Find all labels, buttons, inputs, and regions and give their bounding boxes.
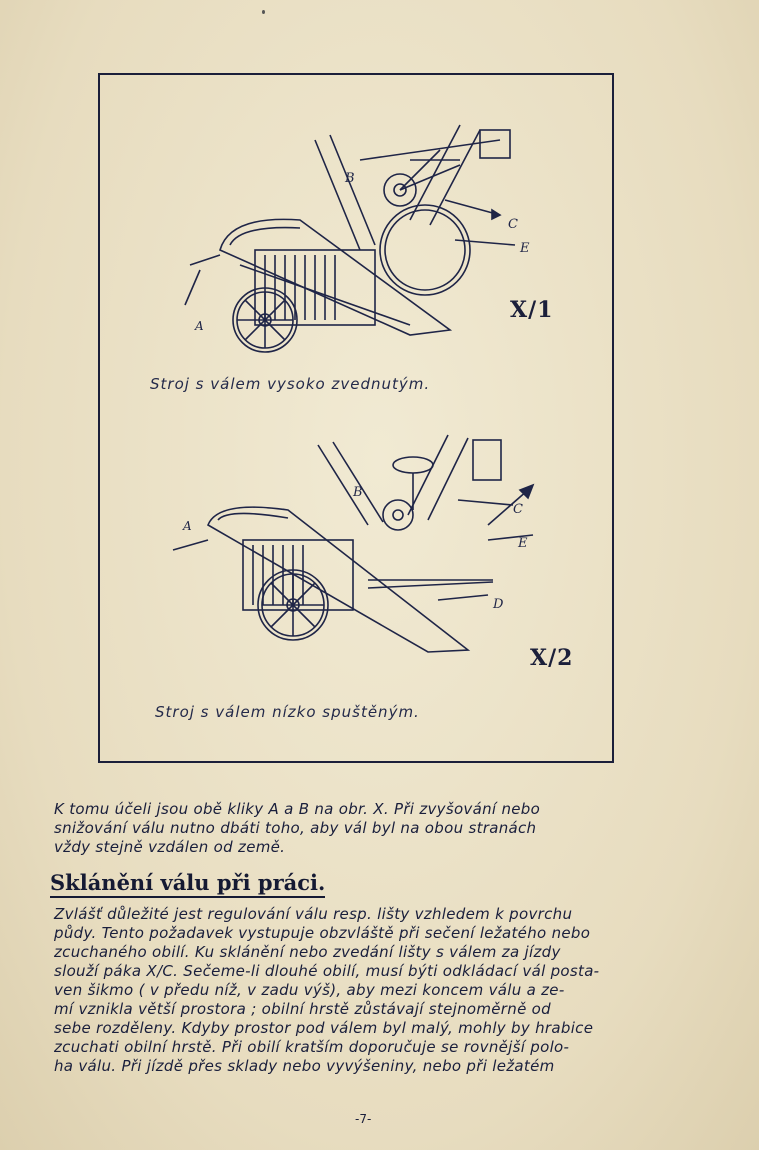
figure-1-illustration (160, 120, 560, 360)
text-line: ha válu. Při jízdě přes sklady nebo vyvýšeniny, nebo při ležatém (54, 1057, 555, 1075)
text-line: vždy stejně vzdálen od země. (54, 838, 286, 856)
figure-1-label: X/1 (510, 297, 554, 323)
print-speck (262, 10, 265, 14)
text-line: Zvlášť důležité jest regulování válu resp. lišty vzhledem k povrchu (54, 905, 573, 923)
section-heading: Sklánění válu při práci. (50, 870, 325, 898)
figure-1-caption: Stroj s válem vysoko zvednutým. (150, 375, 431, 393)
figure-2-caption: Stroj s válem nízko spuštěným. (155, 703, 420, 721)
part-label-a: A (195, 319, 204, 333)
text-line: mí vznikla větší prostora ; obilní hrstě zůstávají stejnoměrně od (54, 1000, 551, 1018)
part-label-b: B (353, 485, 363, 500)
text-line: K tomu účeli jsou obě kliky A a B na obr. X. Při zvyšování nebo (54, 800, 541, 818)
part-label-a: A (183, 519, 192, 533)
text-line: půdy. Tento požadavek vystupuje obzvláště při sečení ležatého nebo (54, 924, 591, 942)
body-paragraph (54, 905, 694, 1076)
part-label-c: C (508, 217, 518, 232)
text-line: snižování válu nutno dbáti toho, aby vál byl na obou stranách (54, 819, 537, 837)
text-line: zcuchati obilní hrstě. Při obilí kratším doporučuje se rovnější polo- (54, 1038, 570, 1056)
reaper-raised-reel-drawing (160, 120, 560, 360)
figure-frame (98, 73, 614, 763)
part-label-b: B (345, 171, 355, 186)
text-line: ven šikmo ( v předu níž, v zadu výš), aby mezi koncem válu a ze- (54, 981, 565, 999)
page-number: -7- (355, 1112, 372, 1126)
figure-2-label: X/2 (530, 645, 574, 671)
part-label-e: E (520, 241, 530, 256)
text-line: sebe rozděleny. Kdyby prostor pod válem byl malý, mohly by hrabice (54, 1019, 594, 1037)
text-line: slouží páka X/C. Sečeme-li dlouhé obilí, musí býti odkládací vál posta- (54, 962, 600, 980)
part-label-c: C (513, 502, 523, 517)
intro-paragraph (54, 800, 694, 857)
reaper-lowered-reel-drawing (158, 430, 558, 665)
text-line: zcuchaného obilí. Ku sklánění nebo zvedání lišty s válem za jízdy (54, 943, 561, 961)
figure-2-illustration (158, 430, 558, 665)
part-label-d: D (493, 597, 504, 612)
part-label-e: E (518, 536, 528, 551)
